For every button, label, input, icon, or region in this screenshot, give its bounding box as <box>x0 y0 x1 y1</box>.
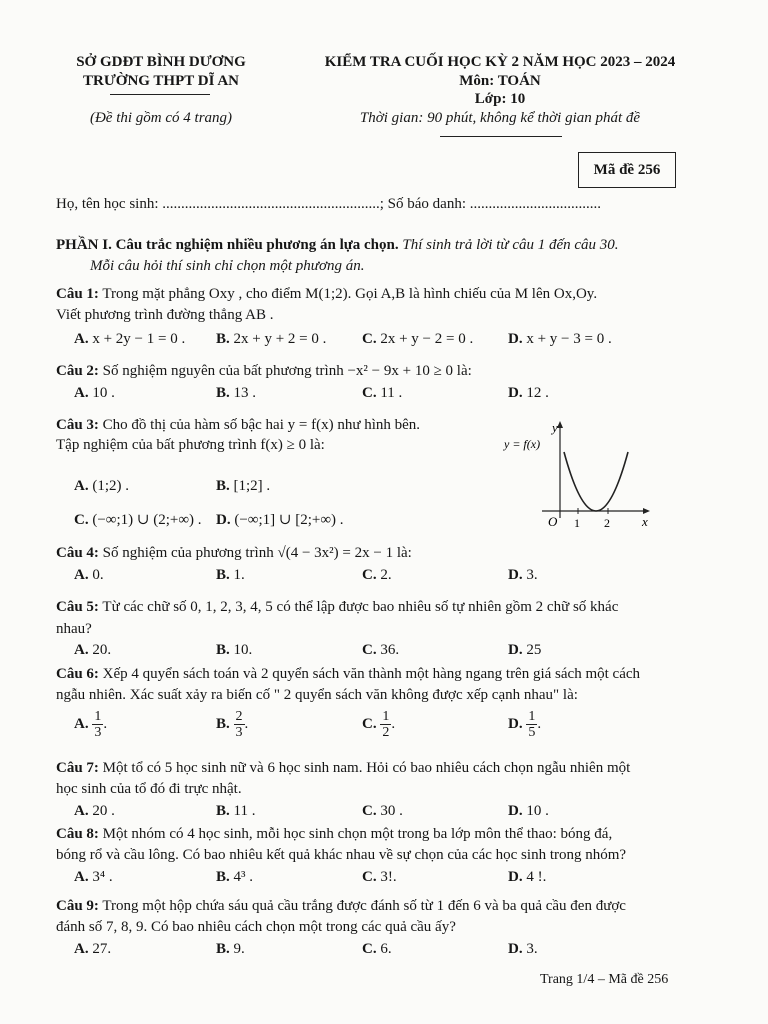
time-limit: Thời gian: 90 phút, không kể thời gian phát đề <box>359 110 641 126</box>
fraction: $\frac{1}{5}$ <box>528 709 536 740</box>
quadratic-graph <box>502 418 652 530</box>
question-1 <box>56 286 597 303</box>
subject: Môn: TOÁN <box>459 73 541 89</box>
question-3: Câu 3: Cho đồ thị của hàm số bậc hai y = f(x) như hình bên. <box>56 417 421 433</box>
question-4: Câu 4: Số nghiệm của phương trình √(4 − 3x²) = 2x − 1 là: <box>56 545 412 561</box>
question-8-line2: bóng rổ và cầu lông. Có bao nhiêu kết quả khác nhau về sự chọn của các học sinh trong nhóm? <box>56 847 627 863</box>
part1-title: PHẦN I. Câu trắc nghiệm nhiều phương án lựa chọn. <box>56 237 399 253</box>
q1-option-c[interactable]: C. 2x + y − 2 = 0 . <box>362 331 474 347</box>
q4-option-c[interactable]: C. 2. <box>362 567 392 583</box>
part1-instruction-1: Thí sinh trả lời từ câu 1 đến câu 30. <box>398 237 619 253</box>
title-underline <box>440 136 562 137</box>
school-underline <box>110 94 210 95</box>
q2-option-b[interactable]: B. 13 . <box>216 385 257 401</box>
question-text: Trong mặt phẳng Oxy , cho điểm M(1;2). Gọi A,B là hình chiếu của M lên Ox,Oy. <box>98 286 598 302</box>
part1-heading <box>56 237 619 254</box>
q2-option-a[interactable]: A. 10 . <box>74 385 115 401</box>
student-info-line: Họ, tên học sinh: ..........................................................; Số báo danh: ................................... <box>56 196 601 212</box>
question-7: Câu 7: Một tổ có 5 học sinh nữ và 6 học sinh nam. Hỏi có bao nhiêu cách chọn ngẫu nhiên một <box>56 760 631 776</box>
exam-code-box: Mã đề 256 <box>578 152 676 188</box>
exam-title: KIỂM TRA CUỐI HỌC KỲ 2 NĂM HỌC 2023 – 2024 <box>324 54 676 70</box>
q8-option-b[interactable]: B. 4³ . <box>216 869 254 885</box>
fraction: $\frac{1}{2}$ <box>382 709 390 740</box>
q2-option-c[interactable]: C. 11 . <box>362 385 403 401</box>
y-axis-arrow <box>557 421 563 428</box>
y-axis-label: y <box>552 420 558 435</box>
part1-instruction-2: Mỗi câu hỏi thí sinh chỉ chọn một phương án. <box>90 258 365 274</box>
q1-option-d[interactable]: D. x + y − 3 = 0 . <box>508 331 612 347</box>
q4-option-a[interactable]: A. 0. <box>74 567 104 583</box>
fraction: $\frac{2}{3}$ <box>235 709 243 740</box>
q9-option-d[interactable]: D. 3. <box>508 941 538 957</box>
q3-option-c[interactable]: C. (−∞;1) ∪ (2;+∞) . <box>74 512 202 528</box>
question-1-line2: Viết phương trình đường thẳng AB . <box>56 307 274 323</box>
q8-option-c[interactable]: C. 3!. <box>362 869 397 885</box>
q5-option-a[interactable]: A. 20. <box>74 642 112 658</box>
parabola-curve <box>564 452 628 511</box>
q5-option-d[interactable]: D. 25 <box>508 642 542 658</box>
q8-option-d[interactable]: D. 4 !. <box>508 869 547 885</box>
tick-2-label: 2 <box>604 516 610 530</box>
q9-option-a[interactable]: A. 27. <box>74 941 112 957</box>
q9-option-b[interactable]: B. 9. <box>216 941 245 957</box>
q6-option-c[interactable]: C. $\frac{1}{2}$ . <box>362 709 396 740</box>
q7-option-d[interactable]: D. 10 . <box>508 803 549 819</box>
q4-option-d[interactable]: D. 3. <box>508 567 538 583</box>
q5-option-b[interactable]: B. 10. <box>216 642 253 658</box>
page-footer: Trang 1/4 – Mã đề 256 <box>540 972 669 987</box>
q7-option-b[interactable]: B. 11 . <box>216 803 256 819</box>
q3-option-b[interactable]: B. [1;2] . <box>216 478 271 494</box>
function-label: y = f(x) <box>504 437 541 451</box>
q8-option-a[interactable]: A. 3⁴ . <box>74 869 113 885</box>
question-9: Câu 9: Trong một hộp chứa sáu quả cầu trắng được đánh số từ 1 đến 6 và ba quả cầu đen được <box>56 898 626 914</box>
q6-option-d[interactable]: D. $\frac{1}{5}$ . <box>508 709 542 740</box>
grade: Lớp: 10 <box>474 91 526 107</box>
origin-label: O <box>548 514 558 529</box>
question-5: Câu 5: Từ các chữ số 0, 1, 2, 3, 4, 5 có thể lập được bao nhiêu số tự nhiên gồm 2 chữ số khác <box>56 599 619 615</box>
department-name: SỞ GDĐT BÌNH DƯƠNG <box>76 54 246 70</box>
q6-option-b[interactable]: B. $\frac{2}{3}$ . <box>216 709 249 740</box>
q7-option-a[interactable]: A. 20 . <box>74 803 115 819</box>
question-number: Câu 1: <box>56 286 99 302</box>
question-5-line2: nhau? <box>56 621 92 637</box>
q2-option-d[interactable]: D. 12 . <box>508 385 549 401</box>
school-name: TRƯỜNG THPT DĨ AN <box>83 73 239 89</box>
x-axis-label: x <box>642 514 648 529</box>
q4-option-b[interactable]: B. 1. <box>216 567 245 583</box>
pages-note: (Đề thi gồm có 4 trang) <box>89 110 233 126</box>
question-6-line2: ngẫu nhiên. Xác suất xảy ra biến cố " 2 quyển sách văn không được xếp cạnh nhau" là: <box>56 687 578 703</box>
q3-option-a[interactable]: A. (1;2) . <box>74 478 130 494</box>
question-2: Câu 2: Số nghiệm nguyên của bất phương trình −x² − 9x + 10 ≥ 0 là: <box>56 363 472 379</box>
q6-option-a[interactable]: A. $\frac{1}{3}$ . <box>74 709 108 740</box>
tick-1-label: 1 <box>574 516 580 530</box>
question-7-line2: học sinh của tổ đó đi trực nhật. <box>56 781 242 797</box>
q7-option-c[interactable]: C. 30 . <box>362 803 403 819</box>
question-8: Câu 8: Một nhóm có 4 học sinh, mỗi học sinh chọn một trong ba lớp môn thể thao: bóng đá, <box>56 826 613 842</box>
question-3-line2: Tập nghiệm của bất phương trình f(x) ≥ 0 là: <box>56 437 325 453</box>
question-6: Câu 6: Xếp 4 quyển sách toán và 2 quyển sách văn thành một hàng ngang trên giá sách một cách <box>56 666 641 682</box>
q5-option-c[interactable]: C. 36. <box>362 642 400 658</box>
q9-option-c[interactable]: C. 6. <box>362 941 392 957</box>
question-9-line2: đánh số 7, 8, 9. Có bao nhiêu cách chọn một trong các quả cầu ấy? <box>56 919 456 935</box>
q1-option-a[interactable]: A. x + 2y − 1 = 0 . <box>74 331 186 347</box>
q1-option-b[interactable]: B. 2x + y + 2 = 0 . <box>216 331 327 347</box>
q3-option-d[interactable]: D. (−∞;1] ∪ [2;+∞) . <box>216 512 344 528</box>
fraction: $\frac{1}{3}$ <box>94 709 102 740</box>
